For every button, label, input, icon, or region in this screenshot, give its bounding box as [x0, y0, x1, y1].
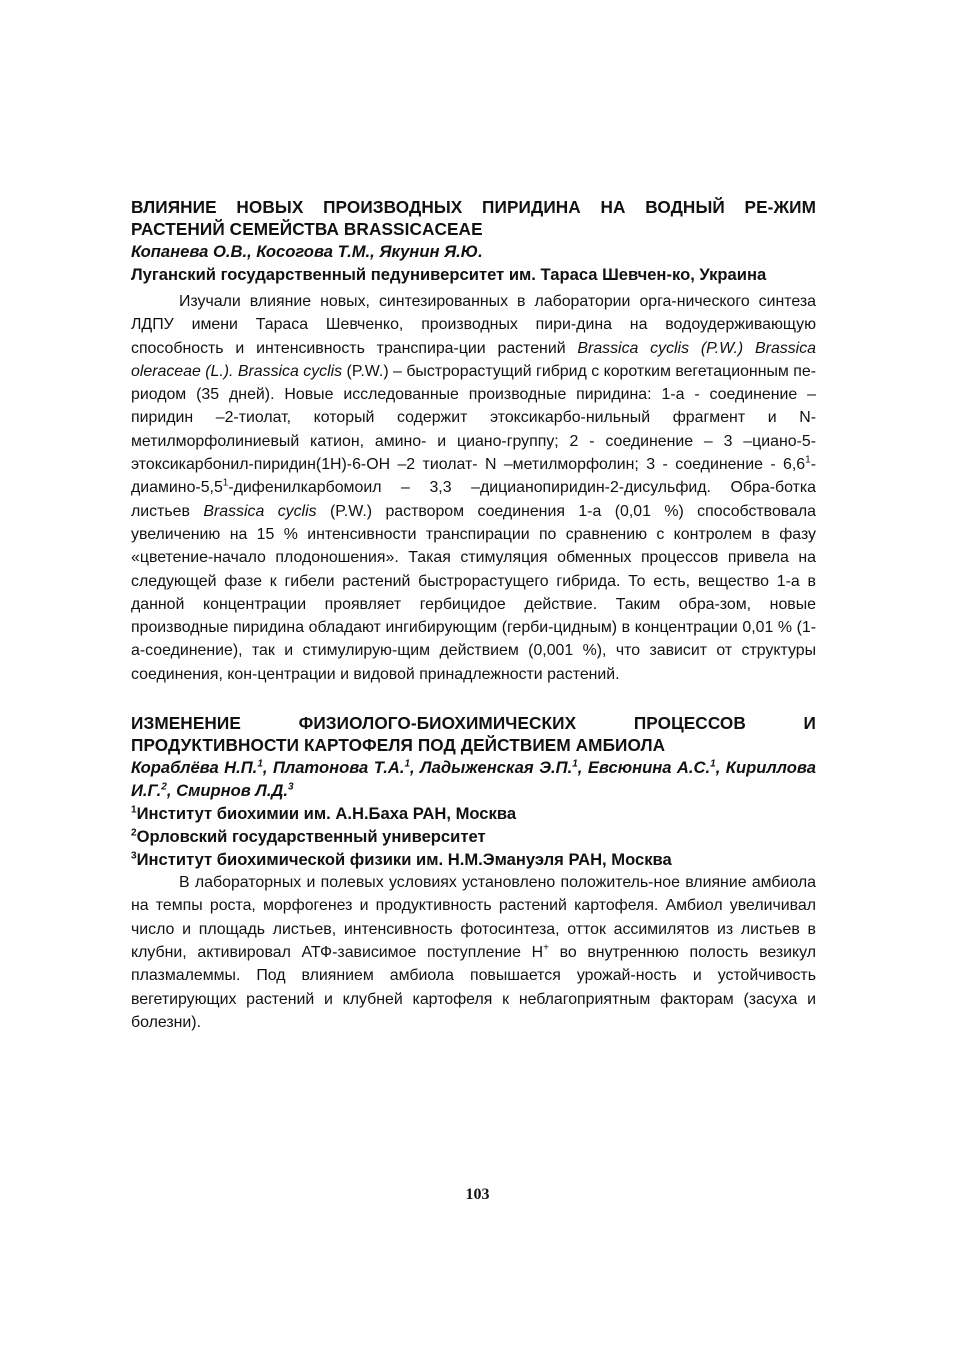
article-2-affiliation-3	[131, 848, 816, 871]
affiliation-text: Институт биохимии им. А.Н.Баха РАН, Москва	[136, 804, 517, 824]
author-separator: ,	[577, 758, 588, 778]
article-2	[131, 712, 816, 1034]
article-2-authors	[131, 756, 816, 802]
author-separator: ,	[715, 758, 726, 778]
article-1-sup-2: 1	[222, 478, 229, 490]
article-2-affiliation-1	[131, 802, 816, 825]
article-1-title: ВЛИЯНИЕ НОВЫХ ПРОИЗВОДНЫХ ПИРИДИНА НА ВОДНЫЙ РЕ-ЖИМ РАСТЕНИЙ СЕМЕЙСТВА BRASSICACEAE	[131, 197, 816, 239]
article-2-title-line-2: ПРОДУКТИВНОСТИ КАРТОФЕЛЯ ПОД ДЕЙСТВИЕМ АМБИОЛА	[131, 735, 666, 756]
affiliation-sup: 1	[131, 804, 137, 816]
article-1-body-text-2: (P.W.) – быстрорастущий гибрид с коротким вегетационным пе-риодом (35 дней). Новые исследованные производные пиридина: 1-а - соединение – пиридин –2-тиолат, который содержит этоксикарбо-нильный фрагмент и N-метилморфолиниевый катион, амино- и циано-группу; 2 - соединение – 3 –циано-5-этоксикарбонил-пиридин(1H)-6-OH –2 тиолат- N –метилморфолин; 3 - соединение - 6,6	[131, 362, 816, 474]
article-2-title-line-1: ИЗМЕНЕНИЕ ФИЗИОЛОГО-БИОХИМИЧЕСКИХ ПРОЦЕССОВ И	[131, 713, 816, 734]
author-sup: 1	[710, 758, 716, 770]
article-1-body-text-4: -дифенилкарбомоил – 3,3 –дицианопиридин-2-дисульфид. Обра-ботка листьев	[131, 479, 816, 520]
author-name: Ладыженская Э.П.	[420, 758, 573, 778]
author-sup: 2	[161, 781, 167, 793]
article-1-species-1: Brassica cyclis (P.W.) Brassica oleraceae (L.). Brassica cyclis	[131, 339, 816, 380]
article-1-species-2: Brassica cyclis	[203, 502, 317, 520]
article-2-body-text-2: во внутреннюю полость везикул плазмалеммы. Под влиянием амбиола повышается урожай-ность и устойчивость вегетирующих растений и клубней картофеля к неблагоприятным факторам (засуха и болезни).	[131, 943, 816, 1031]
article-1-authors: Копанева О.В., Косогова Т.М., Якунин Я.Ю.	[131, 242, 483, 261]
article-1-affiliation: Луганский государственный педуниверситет им. Тараса Шевчен-ко, Украина	[131, 265, 767, 284]
affiliation-sup: 3	[131, 850, 137, 862]
author-name: Кириллова И.Г.	[131, 758, 816, 801]
article-2-body-text-1: В лабораторных и полевых условиях установлено положитель-ное влияние амбиола на темпы роста, морфогенез и продуктивность растений картофеля. Амбиол увеличивал число и площадь листьев, интенсивность фотосинтеза, отток ассимилятов из листьев в клубни, активировал АТФ-зависимое поступление H	[131, 874, 816, 961]
affiliation-text: Институт биохимической физики им. Н.М.Эмануэля РАН, Москва	[136, 850, 672, 870]
author-separator: ,	[166, 781, 177, 801]
article-1-body-text-1: Изучали влияние новых, синтезированных в лаборатории орга-нического синтеза ЛДПУ имени Тараса Шевченко, производных пири-дина на водоудерживающую способность и интенсивность транспира-ции растений	[131, 293, 816, 357]
article-2-sup: +	[543, 942, 549, 954]
page-number: 103	[465, 1186, 490, 1203]
article-2-affiliation-2	[131, 825, 816, 848]
author-separator: ,	[262, 758, 273, 778]
author-sup: 1	[572, 758, 578, 770]
affiliation-sup: 2	[131, 827, 137, 839]
author-sup: 1	[257, 758, 263, 770]
author-name: Кораблёва Н.П.	[131, 758, 258, 778]
article-1-body-text-3: - диамино-5,5	[131, 456, 816, 497]
author-sup: 1	[404, 758, 411, 770]
author-separator: ,	[410, 758, 421, 778]
author-sup: 3	[288, 781, 294, 793]
page-content	[131, 196, 816, 1034]
article-1	[131, 196, 816, 686]
author-name: Платонова Т.А.	[272, 758, 405, 778]
article-2-body	[131, 871, 816, 1034]
article-1-body	[131, 290, 816, 686]
article-1-sup-1: 1	[805, 454, 811, 466]
article-1-body-text-5: (P.W.) раствором соединения 1-а (0,01 %) способствовала увеличению на 15 % интенсивности транспирации по сравнению с контролем в фазу «цветение-начало плодоношения». Такая стимуляция обменных процессов привела на следующей фазе к гибели растений быстрорастущего гибрида. То есть, вещество 1-а в данной концентрации проявляет гербицидое действие. Таким обра-зом, новые производные пиридина обладают ингибирующим (герби-цидным) в концентрации 0,01 % (1-а-соединение), так и стимулирую-щим действием (0,001 %), что зависит от структуры соединения, кон-центрации и видовой принадлежности растений.	[131, 502, 816, 683]
author-name: Смирнов Л.Д.	[176, 781, 289, 801]
affiliation-text: Орловский государственный университет	[136, 827, 486, 847]
author-name: Евсюнина А.С.	[587, 758, 711, 778]
